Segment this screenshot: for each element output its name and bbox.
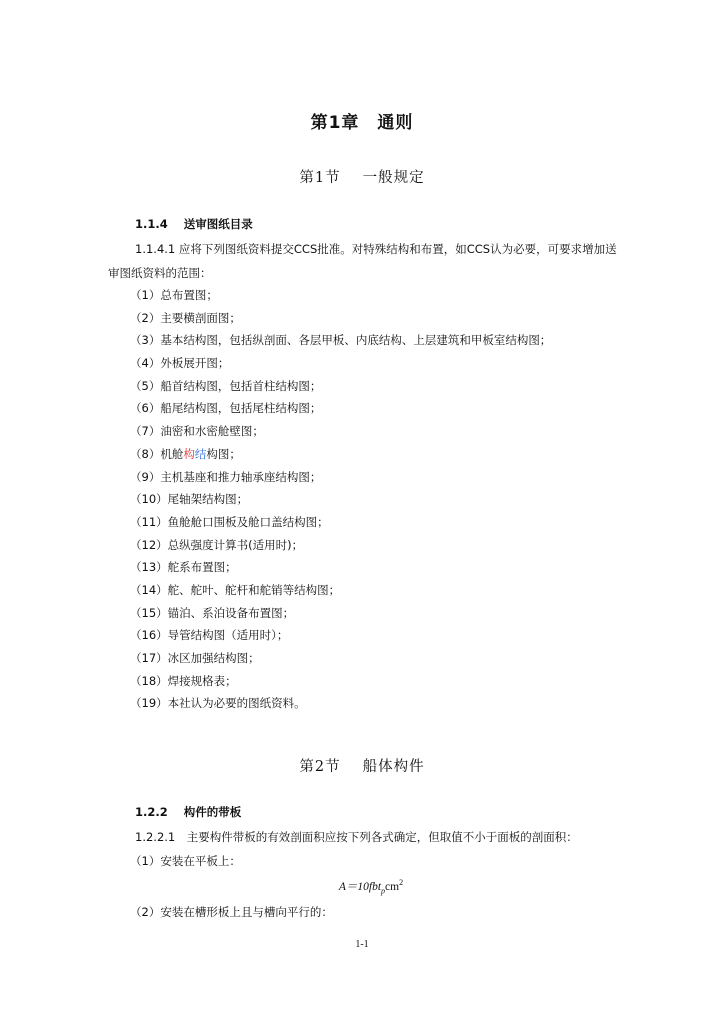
list-item: （5）船首结构图，包括首柱结构图； [130, 378, 322, 393]
section-2-title [0, 755, 724, 776]
list-item-8 [130, 443, 551, 466]
flange-list-1 [130, 853, 241, 869]
list-item: （2）安装在槽形板上且与槽向平行的： [130, 905, 333, 919]
list-item: （1）安装在平板上： [130, 854, 241, 868]
section-1-name: 一般规定 [362, 170, 425, 186]
list-item: （9）主机基座和推力轴承座结构图； [130, 469, 322, 484]
list-item: （18）焊接规格表； [130, 673, 237, 688]
formula-superscript: 2 [399, 878, 404, 888]
section-1-title [0, 166, 724, 187]
paragraph-1-1-4-1: 1.1.4.1 应将下列图纸资料提交CCS批准。对特殊结构和布置，如CCS认为必要，可要求增加送审图纸资料的范围： [108, 242, 617, 280]
formula-subscript: p [381, 886, 386, 896]
list-item: （14）舵、舵叶、舵杆和舵销等结构图； [130, 582, 341, 597]
section-2-number: 第2节 [299, 759, 341, 775]
heading-2-title: 构件的带板 [183, 805, 242, 819]
drawing-list [130, 284, 551, 715]
chapter-title: 第1章 通则 [310, 113, 414, 133]
list-item: （6）船尾结构图，包括尾柱结构图； [130, 401, 322, 416]
list-item-8-suffix: 构图； [206, 446, 241, 461]
list-item: （16）导管结构图（适用时）； [130, 628, 289, 643]
list-item: （17）冰区加强结构图； [130, 651, 260, 665]
formula-lhs: A＝ [338, 881, 358, 893]
list-item: （3）基本结构图，包括纵剖面、各层甲板、内底结构、上层建筑和甲板室结构图； [130, 333, 552, 348]
page-number: 1-1 [355, 939, 369, 950]
list-item: （11）鱼舱舱口围板及舱口盖结构图； [130, 514, 329, 529]
list-item: （15）锚泊、系泊设备布置图； [130, 605, 295, 620]
list-item: （13）舵系布置图； [130, 560, 237, 575]
list-item: （10）尾轴架结构图； [130, 492, 249, 507]
list-item: （4）外板展开图； [130, 356, 230, 371]
heading-1-title: 送审图纸目录 [183, 217, 253, 231]
list-item-8-prefix: （8）机舱 [130, 446, 184, 461]
heading-1-1-4 [135, 216, 253, 232]
list-item: （2）主要横剖面图； [130, 310, 241, 325]
formula-body: 10fbt [357, 881, 382, 893]
section-2-name: 船体构件 [362, 759, 425, 775]
formula [0, 878, 724, 895]
list-item: （12）总纵强度计算书(适用时)； [130, 537, 304, 552]
section-1-number: 第1节 [299, 170, 341, 186]
list-item: （1）总布置图； [130, 288, 218, 302]
tracked-change-inserted: 结 [194, 446, 207, 461]
heading-1-number: 1.1.4 [135, 217, 168, 231]
formula-unit: cm [385, 881, 400, 893]
heading-1-2-2 [135, 804, 241, 820]
list-item: （7）油密和水密舱壁图； [130, 424, 264, 439]
tracked-change-deleted: 构 [183, 446, 195, 461]
flange-list-2 [130, 904, 333, 920]
paragraph-1-2-2-1: 1.2.2.1 主要构件带板的有效剖面积应按下列各式确定，但取值不小于面板的剖面积： [135, 830, 578, 844]
list-item: （19）本社认为必要的图纸资料。 [130, 696, 306, 711]
heading-2-number: 1.2.2 [135, 805, 168, 819]
